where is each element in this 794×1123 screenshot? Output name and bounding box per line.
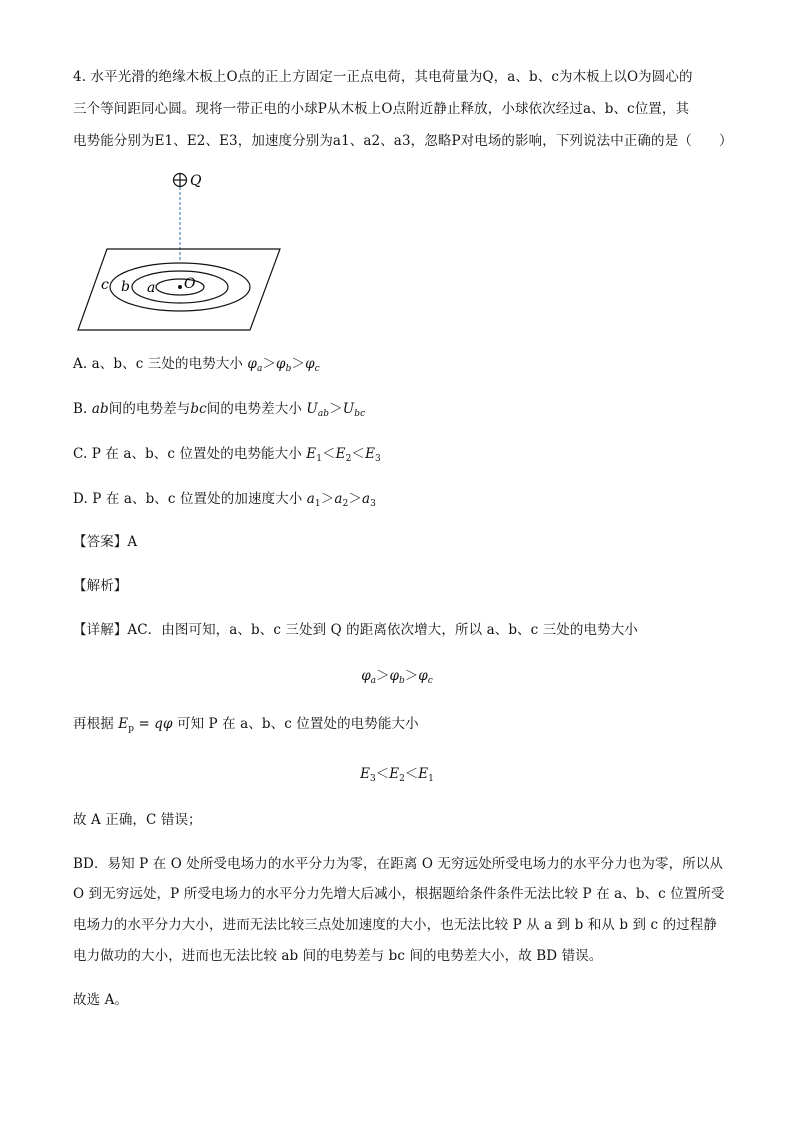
option-b-ab: ab <box>91 401 109 417</box>
answer-line <box>73 532 137 552</box>
option-d-label: D. <box>73 491 88 507</box>
detail-text-2-post: 可知 P 在 a、b、c 位置处的电势能大小 <box>176 716 419 732</box>
question-stem-line-3 <box>73 131 733 151</box>
option-a-formula: $\varphi_a>\varphi_b>\varphi_c$ <box>247 356 320 374</box>
question-stem-text-1: 水平光滑的绝缘木板上O点的正上方固定一正点电荷，其电荷量为Q，a、b、c为木板上以O为圆心的 <box>90 69 693 85</box>
option-b-formula: $U_{ab}>U_{bc}$ <box>306 401 366 419</box>
answer-label: 【答案】 <box>73 534 128 550</box>
ring-label-a: a <box>147 280 156 296</box>
ring-label-c: c <box>101 277 109 293</box>
detail-para-1 <box>73 620 638 640</box>
option-a-text: a、b、c 三处的电势大小 <box>91 356 243 372</box>
question-stem-text-2: 三个等间距同心圆。现将一带正电的小球P从木板上O点附近静止释放，小球依次经过a、b、c位置，其 <box>73 101 690 117</box>
option-b-mid: 间的电势差与 <box>108 401 191 417</box>
option-d-formula: $a_1>a_2>a_3$ <box>306 491 376 509</box>
answer-value: A <box>127 534 138 550</box>
option-c-text: P 在 a、b、c 位置处的电势能大小 <box>91 446 302 462</box>
detail-para-4-line-2 <box>73 884 725 904</box>
option-b <box>73 399 365 419</box>
option-c-formula: $E_1<E_2<E_3$ <box>306 446 381 464</box>
detail-para-4-line-1 <box>73 854 723 874</box>
option-a-label: A. <box>73 356 88 372</box>
detail-text-4-1: BD．易知 P 在 O 处所受电场力的水平分力为零，在距离 O 无穷远处所受电场力的水平分力也为零，所以从 <box>73 856 724 872</box>
question-stem-line-2 <box>73 99 689 119</box>
option-b-bc: bc <box>190 401 207 417</box>
detail-text-5: 故选 A。 <box>73 992 129 1008</box>
potential-formula: $\varphi_a>\varphi_b>\varphi_c$ <box>361 668 433 686</box>
detail-label: 【详解】 <box>73 622 128 638</box>
detail-text-2-pre: 再根据 <box>73 716 114 732</box>
center-label: O <box>184 276 196 292</box>
option-c-label: C. <box>73 446 88 462</box>
option-d <box>73 489 376 509</box>
detail-text-3: 故 A 正确，C 错误； <box>73 812 202 828</box>
charge-plate-figure <box>70 165 290 335</box>
positive-charge-icon <box>174 174 187 187</box>
energy-order-formula: $E_3<E_2<E_1$ <box>360 766 434 784</box>
question-stem-line-1 <box>73 67 693 87</box>
option-b-post: 间的电势差大小 <box>206 401 302 417</box>
analysis-label: 【解析】 <box>73 578 128 594</box>
analysis-line <box>73 576 127 596</box>
detail-para-3 <box>73 810 202 830</box>
detail-para-2 <box>73 714 419 734</box>
detail-para-5 <box>73 990 128 1010</box>
question-stem-text-3: 电势能分别为E1、E2、E3，加速度分别为a1、a2、a3，忽略P对电场的影响，下列说法中正确的是（ ） <box>73 133 733 149</box>
center-point <box>178 285 182 289</box>
option-d-text: P 在 a、b、c 位置处的加速度大小 <box>92 491 303 507</box>
question-number: 4. <box>73 69 87 85</box>
detail-text-4-2: O 到无穷远处，P 所受电场力的水平分力先增大后减小，根据题给条件条件无法比较 P 在 a、b、c 位置所受 <box>73 886 725 902</box>
detail-para-4-line-4 <box>73 946 602 966</box>
energy-formula-inline: $E_p = q\varphi$ <box>118 716 173 734</box>
detail-text-4-3: 电场力的水平分力大小，进而无法比较三点处加速度的大小，也无法比较 P 从 a 到 b 和从 b 到 c 的过程静 <box>73 917 717 933</box>
charge-label: Q <box>190 173 202 189</box>
detail-para-4-line-3 <box>73 915 717 935</box>
option-b-label: B. <box>73 401 88 417</box>
option-a <box>73 354 320 374</box>
option-c <box>73 444 381 464</box>
detail-text-1: AC．由图可知，a、b、c 三处到 Q 的距离依次增大，所以 a、b、c 三处的电势大小 <box>127 622 638 638</box>
detail-text-4-4: 电力做功的大小，进而也无法比较 ab 间的电势差与 bc 间的电势差大小，故 BD 错误。 <box>73 948 603 964</box>
ring-label-b: b <box>121 279 130 295</box>
